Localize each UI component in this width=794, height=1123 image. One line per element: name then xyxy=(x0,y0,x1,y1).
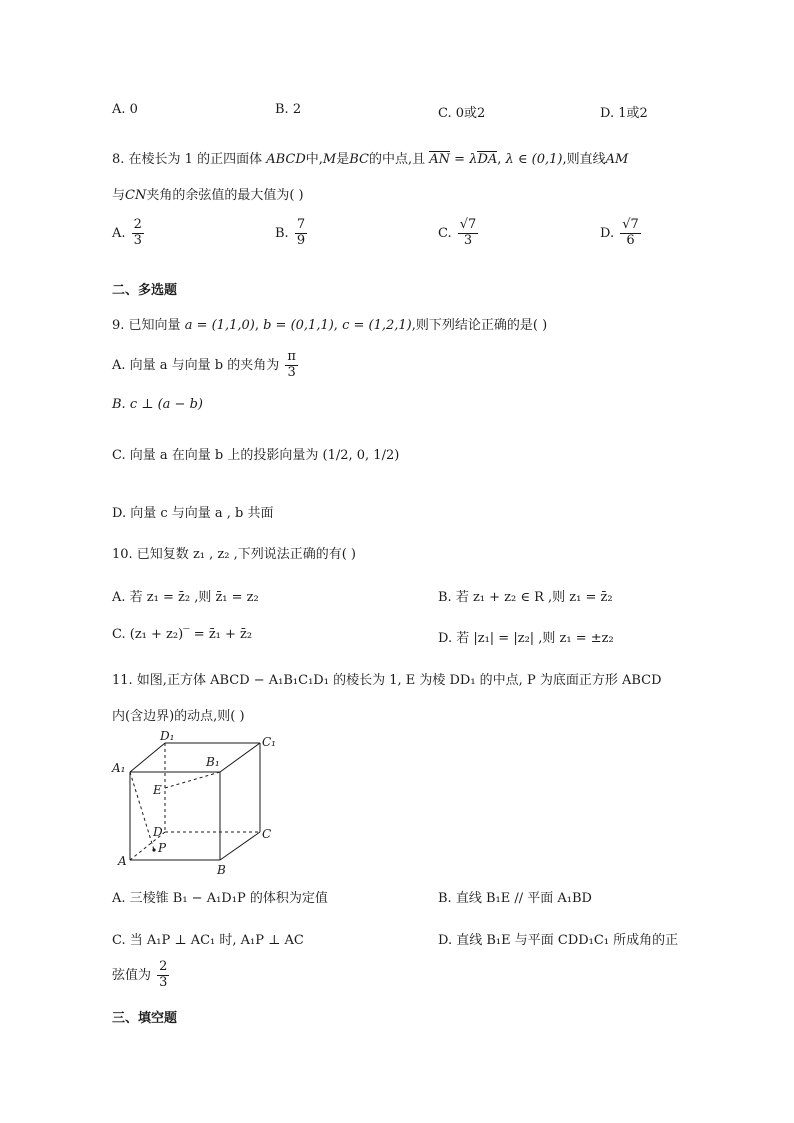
label-c: C xyxy=(262,827,272,841)
q11-option-c: C. 当 A₁P ⊥ AC₁ 时, A₁P ⊥ AC xyxy=(112,933,304,948)
q10-option-d: D. 若 |z₁| = |z₂| ,则 z₁ = ±z₂ xyxy=(438,631,614,646)
label-p: P xyxy=(158,841,167,855)
q8-option-b: B. $\frac{7}{9}$ xyxy=(275,217,306,248)
q10-stem: 10. 已知复数 z₁ , z₂ ,下列说法正确的有( ) xyxy=(112,547,356,562)
label-c1: C₁ xyxy=(262,735,276,749)
edge-b1c1 xyxy=(220,743,260,772)
label-a1: A₁ xyxy=(112,761,126,775)
q10-option-a: A. 若 z₁ = z̄₂ ,则 z̄₁ = z₂ xyxy=(112,590,259,605)
q11-option-a: A. 三棱锥 B₁ − A₁D₁P 的体积为定值 xyxy=(112,891,328,906)
label-b: B xyxy=(217,863,226,877)
label-a: A xyxy=(118,854,127,868)
q9-option-a: A. 向量 a 与向量 b 的夹角为 $\frac{\pi}{3}$ xyxy=(112,349,296,380)
cube-figure xyxy=(110,726,290,878)
q9-option-d: D. 向量 c 与向量 a , b 共面 xyxy=(112,506,274,521)
q10-option-c: C. (z₁ + z₂)‾ = z̄₁ + z̄₂ xyxy=(112,627,253,642)
q7-option-c: C. 0或2 xyxy=(438,106,486,121)
q9-stem: 9. 已知向量 a = (1,1,0), b = (0,1,1), c = (1,2,1),则下列结论正确的是( ) xyxy=(112,318,548,333)
q9-option-b: B. c ⊥ (a − b) xyxy=(112,397,203,412)
q8-stem-line1: 8. 在棱长为 1 的正四面体 ABCD中,M是BC的中点,且 AN = λDA, λ ∈ (0,1),则直线AM xyxy=(112,152,629,167)
q8-option-a: A. $\frac{2}{3}$ xyxy=(112,217,142,248)
edge-bc xyxy=(220,832,260,860)
q11-stem-line2: 内(含边界)的动点,则( ) xyxy=(112,709,245,724)
section-heading-fill-in: 三、填空题 xyxy=(112,1011,178,1026)
q10-option-b: B. 若 z₁ + z₂ ∈ R ,则 z₁ = z̄₂ xyxy=(438,590,613,605)
segment-a1p xyxy=(130,772,154,850)
section-heading-multi-choice: 二、多选题 xyxy=(112,283,178,298)
q8-stem-line2: 与CN夹角的余弦值的最大值为( ) xyxy=(112,188,304,203)
q11-option-d-line1: D. 直线 B₁E 与平面 CDD₁C₁ 所成角的正 xyxy=(438,933,679,948)
q7-option-d: D. 1或2 xyxy=(600,106,648,121)
label-b1: B₁ xyxy=(206,755,220,769)
edge-a1d1 xyxy=(130,743,165,772)
q11-option-d-line2: 弦值为 $\frac{2}{3}$ xyxy=(112,959,168,990)
label-e: E xyxy=(153,783,162,797)
vector-an-equation: AN = λDA xyxy=(429,152,498,167)
q8-option-c: C. $\frac{√7}{3}$ xyxy=(438,217,477,248)
q11-option-b: B. 直线 B₁E // 平面 A₁BD xyxy=(438,891,592,906)
q11-stem-line1: 11. 如图,正方体 ABCD − A₁B₁C₁D₁ 的棱长为 1, E 为棱 DD₁ 的中点, P 为底面正方形 ABCD xyxy=(112,673,662,688)
q8-option-d: D. $\frac{√7}{6}$ xyxy=(600,217,639,248)
q9-option-c: C. 向量 a 在向量 b 上的投影向量为 (1/2, 0, 1/2) xyxy=(112,448,400,463)
q7-option-a: A. 0 xyxy=(112,102,138,117)
label-d: D xyxy=(153,825,163,839)
label-d1: D₁ xyxy=(160,729,175,743)
q7-option-b: B. 2 xyxy=(275,102,302,117)
segment-eb1 xyxy=(165,772,220,788)
point-p-dot xyxy=(152,848,155,851)
